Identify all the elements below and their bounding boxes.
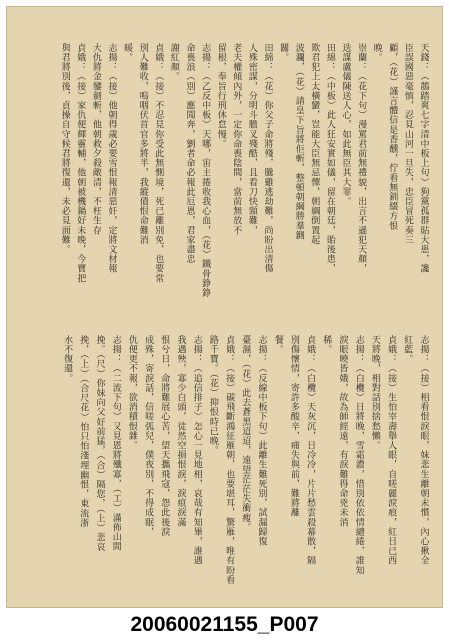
text-column: 稀。 (321, 335, 332, 355)
text-column: 關。 (278, 43, 289, 63)
text-column: 挽，（上）（合尺花）怕只怕淺埋幽恨，東流浙 (78, 335, 89, 528)
text-column: 謝紅顏。 (168, 43, 179, 82)
text-column: 崇蘭：（花下句）漫罵君前無禮貌，出言不遜犯天顏， (356, 43, 367, 274)
text-column: 臺濕，（花）此去蒼黑迢迢，遠望茫茫失衝瘦。 (240, 335, 251, 533)
text-column: 貞娥：（白欖）天灰沉，日冷冷，片片愁雲殺幕散，隔 (305, 335, 316, 566)
text-column: 貞娥：（接）不忍見你受此無惻境，死已離別免，也要常 (153, 43, 164, 283)
text-column: 老夫權傾內外，一定你命喪陰間，當前無放不 (231, 43, 242, 235)
text-column: 餐。 (272, 335, 283, 355)
text-column: 路千寶。（花）抑恨時已晚。 (207, 335, 218, 456)
text-column: 志揚：（接）他朝得歲必要雪恨報清惡奸，定將文材報 (106, 43, 117, 274)
text-column: 欺君犯上太橫蠻，豈能大臣無忌憚，朝綱倒置起 (309, 43, 320, 245)
text-column: 別傷懷情，寄許多酸辛，痛失與前，難將離 (288, 335, 299, 518)
text-column: 命喪浪（別）應聞奔，劉者命必報此厄恩，君家盡忠 (184, 43, 195, 264)
text-column: 仇便更不報，欲消積恨雜。 (126, 335, 137, 451)
text-column: 志揚：（接）相看恨淚眼，妹悲生離朝未慣，內心揪全 (418, 335, 429, 566)
text-column: 我遇殃，寡少白頭，徒然空損恨淚，淚痕淚滿 (175, 335, 186, 527)
text-column: 貞娥：（接）碳飛斷鴻征雁朝，也要堪耳，驚雁，唯有盼看 (224, 335, 235, 585)
text-column: 水不復還。 (62, 335, 73, 383)
text-column: 志揚：（乙反中板）天哪，宙主捲收我心血，（花）鐵骨錚錚 (200, 43, 211, 298)
text-column: 田綿：（花）你父子命將殘，騰雞逃劫難，尚盼出清傷 (262, 43, 273, 274)
text-column: 志揚：（反線中板下句）此離生難死別，試漏歸復 (256, 335, 267, 547)
text-column: 波瀾，（花）請皇下旨將佢斬，整頓朝綱勝羣鍘 (293, 43, 304, 241)
text-column: 淚眼曉皆娥，故為師經遠，有淚難得命兇未消 (337, 335, 348, 527)
text-column: 暖。 (122, 43, 133, 63)
text-column: 留根，奉旨行刑休怠慢。 (215, 43, 226, 149)
scanned-script-page (6, 6, 443, 608)
text-column: 大仇將金鑾劍斬，他朝救夕殺敵清，不枉生存 (90, 43, 101, 235)
text-column: 顧，（花）謹言體信是香醺，佇看無釧綴方恨 (387, 43, 398, 231)
text-column: 迭謀盧儀陳送人心，如此無臣其大罪。 (340, 43, 351, 207)
text-column: 晚。 (371, 43, 382, 63)
text-column: 貞娥：（接）生怕宰壽舉人眼，自嗟麗淚痕，紅日已西 (386, 335, 397, 566)
text-column: 恨兮日，命將難展心苦，望天攜飛寇，怨此後淚 (159, 335, 170, 537)
archive-id-caption: 20060021155_P007 (130, 613, 319, 636)
text-column: 志揚：（追信排子）怎心一見地相，哀哉有知畢，誰遇 (191, 335, 202, 566)
text-column: 人殊密謀，分明斗膽叉殘酷，且看刀快頸難， (246, 43, 257, 235)
text-column: 田綿：（中板）此人狂安實如儀，留在朝廷，貽後患， (324, 43, 335, 274)
text-column: 成殊，寄淚話，信嗟弧兒，僕夜別，不得成眠， (143, 335, 154, 537)
text-column: 天將晚，相對話別捨愁懶。 (369, 335, 380, 451)
text-column: 臣誤國惡毫慎，忍見山河一旦失，忠臣冒死奏三 (402, 43, 413, 245)
text-column: 天錢：（鵲踏爽七字清中板上句）狗黨孤群貼大患，讒 (418, 43, 429, 274)
text-column: 別人難收，嗚咽伏首官多將半，我縱債恨命難消 (137, 43, 148, 245)
text-column: 志揚：（白欖）日將晚，雪霜濃，惜別依依情繾綣，誰知 (353, 335, 364, 575)
text-column: 與君將別後，貞操自守候君將復還，未必見面難。 (59, 43, 70, 255)
text-column: 紅藍。 (402, 335, 413, 364)
text-column: 志揚：（二流下句）又見恩將殲寡，（工）滿佈山間 (110, 335, 121, 552)
text-column: 挽。（尺）你妹向父好前猛，（合）隔您，（上）悲哀 (94, 335, 105, 552)
text-column: 貞娥：（接）家仇便輝靈輔，他朝被機鍋好未晚，今寶把 (75, 43, 86, 283)
